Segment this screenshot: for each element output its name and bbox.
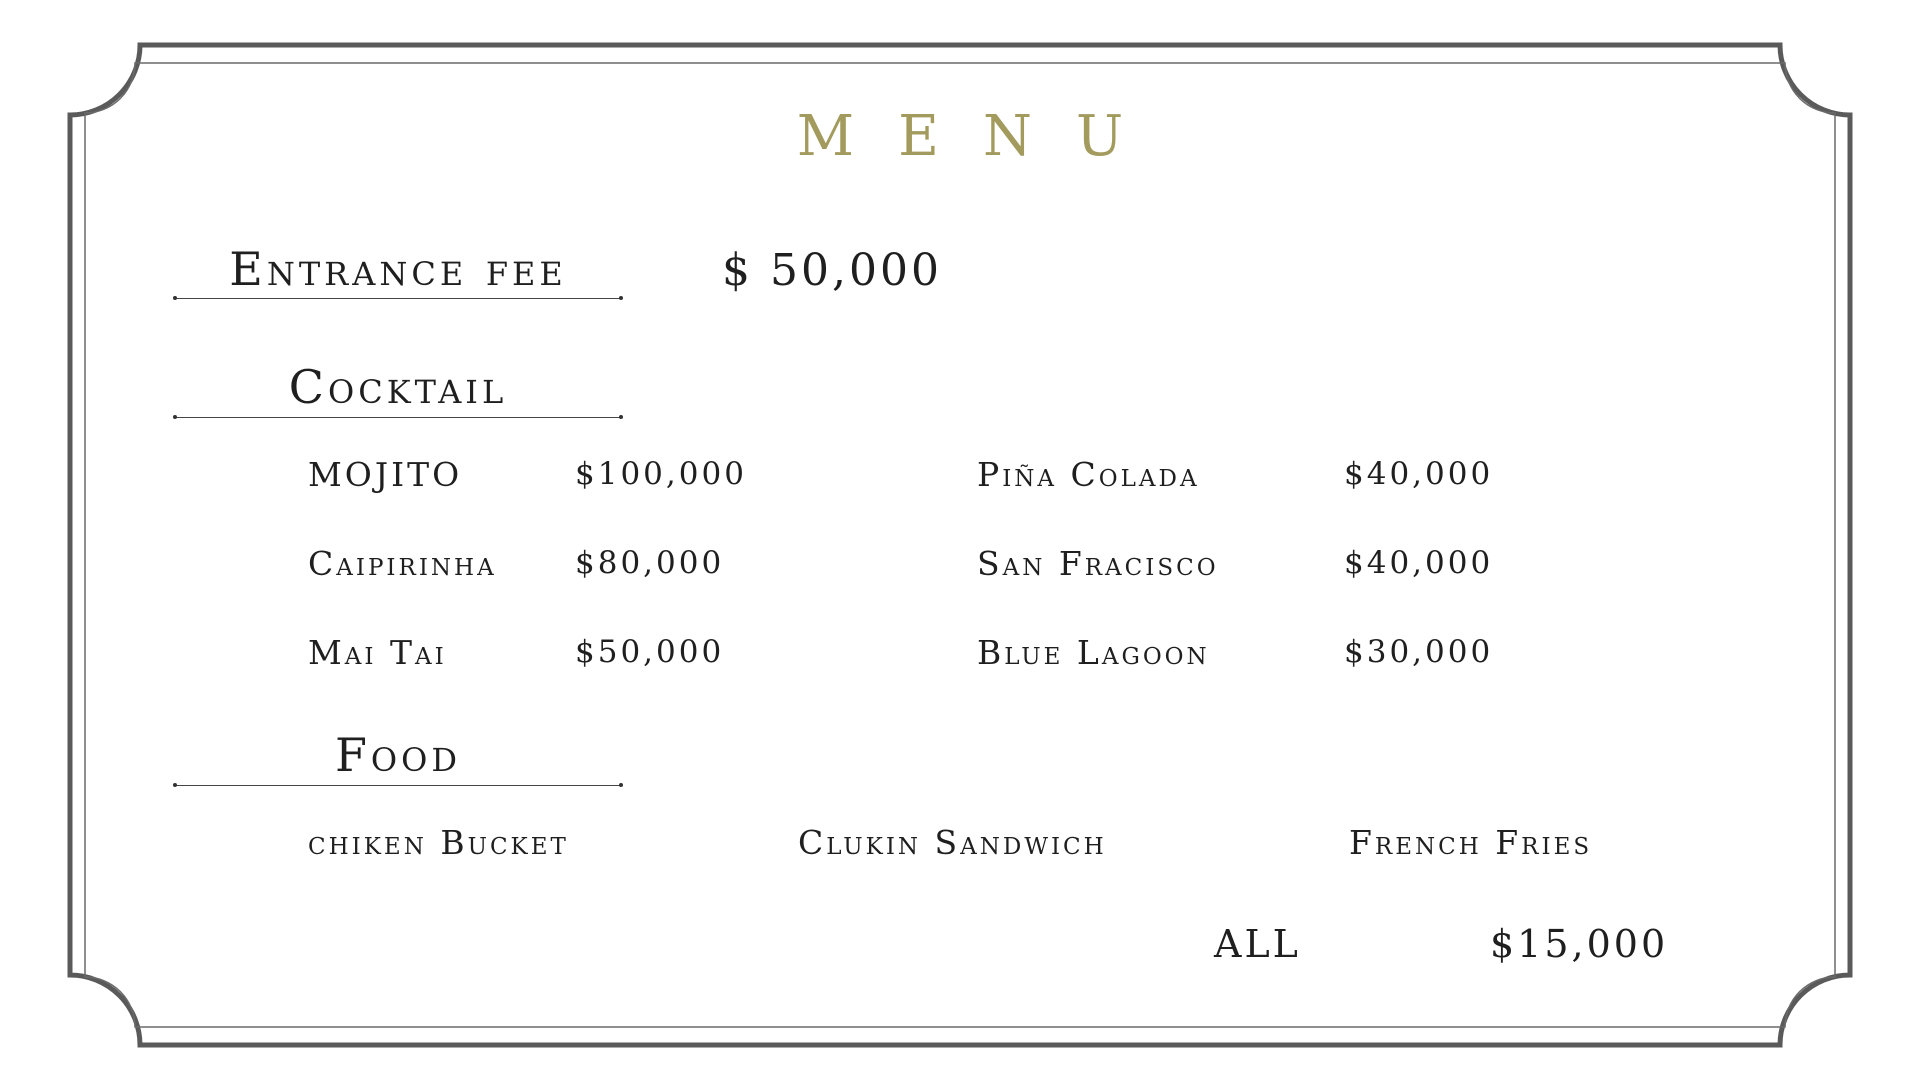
cocktail-heading: Cocktail <box>288 360 508 414</box>
food-underline <box>175 785 621 786</box>
food-item-name: French Fries <box>1349 823 1593 862</box>
cocktail-item-name: Caipirinha <box>308 544 497 583</box>
cocktail-item-name: MOJITO <box>308 455 463 494</box>
food-item-name: Clukin Sandwich <box>798 823 1107 862</box>
cocktail-item-price: $80,000 <box>575 545 725 581</box>
cocktail-item-name: Piña Colada <box>977 455 1200 494</box>
cocktail-item-name: Mai Tai <box>308 633 447 672</box>
cocktail-item-price: $100,000 <box>575 456 747 492</box>
cocktail-item-price: $30,000 <box>1344 634 1494 670</box>
cocktail-underline <box>175 417 621 418</box>
menu-title: MENU <box>796 104 1168 169</box>
cocktail-item-price: $40,000 <box>1344 456 1494 492</box>
food-item-name: chiken Bucket <box>308 823 569 862</box>
entrance-fee-price: $ 50,000 <box>722 245 942 296</box>
food-heading: Food <box>334 728 462 782</box>
cocktail-item-price: $40,000 <box>1344 545 1494 581</box>
food-all-price: $15,000 <box>1490 922 1669 966</box>
entrance-fee-heading: Entrance fee <box>229 242 567 296</box>
cocktail-item-name: San Fracisco <box>977 544 1219 583</box>
food-all-label: ALL <box>1214 922 1301 966</box>
cocktail-item-name: Blue Lagoon <box>977 633 1210 672</box>
entrance-fee-underline <box>175 298 621 299</box>
cocktail-item-price: $50,000 <box>575 634 725 670</box>
